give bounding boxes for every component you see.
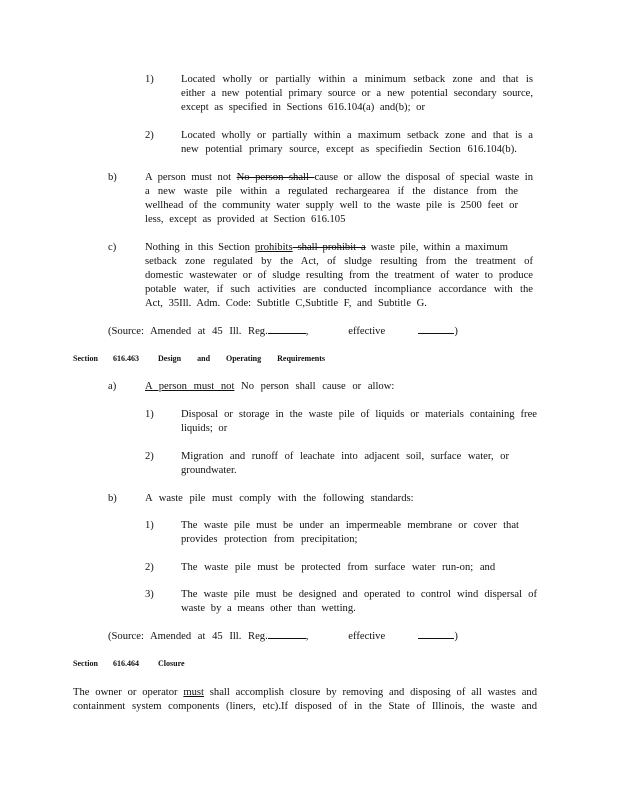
section-number: 616.464 [113,659,139,668]
paragraph-line: potable water, if such activities are conducted incompliance accordance with the [145,284,533,295]
blank-line [418,333,454,334]
blank-line [418,638,454,639]
section-label: Section [73,354,98,363]
text-run: shall accomplish closure by removing and disposing of all wastes and [203,687,537,698]
paragraph-line: new potential primary source, except as specifiedin Section 616.104(b). [181,144,517,155]
text-run: A person must not [145,172,237,183]
text-run: No person shall cause or allow: [234,381,395,392]
source-text: (Source: Amended at 45 Ill. Reg. [108,631,268,642]
paragraph-line: liquids; or [181,423,228,434]
source-effective: effective [348,326,386,337]
blank-line [268,333,306,334]
paragraph-line: setback zone regulated by the Act, of sludge resulting from the treatment of [145,256,533,267]
source-note: (Source: Amended at 45 Ill. Reg. , effective ) [108,631,458,642]
paragraph-line: Disposal or storage in the waste pile of liquids or materials containing free [181,409,537,420]
text-run: cause or allow the disposal of special waste in [314,172,533,183]
item-label: 2) [145,451,154,462]
paragraph-line: The waste pile must be protected from surface water run-on; and [181,562,496,573]
paragraph-line: The waste pile must be under an impermeable membrane or cover that [181,520,519,531]
text-run: The owner or operator [73,687,184,698]
paragraph-line [73,686,537,699]
paragraph-line: wellhead of the community water supply well to the waste pile is 2500 feet or [145,200,518,211]
text-run: waste pile, within a maximum [365,242,508,253]
blank-line [268,638,306,639]
source-note: (Source: Amended at 45 Ill. Reg. , effective ) [108,326,458,337]
paragraph-line: A waste pile must comply with the following standards: [145,493,414,504]
section-title: Design and Operating Requirements [158,354,325,363]
paragraph-line [145,241,508,254]
item-label: b) [108,172,117,183]
inserted-text: A person must not [145,381,235,392]
paragraph-line: except as specified in Sections 616.104(a) and(b); or [181,102,425,113]
section-label: Section [73,659,98,668]
item-label: 3) [145,589,154,600]
item-label: 2) [145,562,154,573]
inserted-text: must [183,687,204,698]
paragraph-line [145,171,533,184]
struck-text: shall prohibit a [292,242,366,253]
section-title: Closure [158,659,185,668]
paragraph-line: a new waste pile within a regulated rechargearea if the distance from the [145,186,518,197]
paragraph-line: provides protection from precipitation; [181,534,358,545]
paragraph-line: The waste pile must be designed and operated to control wind dispersal of [181,589,537,600]
paragraph-line: domestic wastewater or of sludge resulting from the treatment of water to produce [145,270,533,281]
text-run: Nothing in this Section [145,242,255,253]
section-number: 616.463 [113,354,139,363]
item-label: 2) [145,130,154,141]
paragraph-line [145,380,394,393]
source-close: ) [454,326,458,337]
paragraph-line: waste by a means other than wetting. [181,603,356,614]
source-effective: effective [348,631,386,642]
item-label: a) [108,381,117,392]
inserted-text: prohibits [254,242,293,253]
paragraph-line: Located wholly or partially within a maximum setback zone and that is a [181,130,533,141]
item-label: 1) [145,520,154,531]
paragraph-line: less, except as provided at Section 616.105 [145,214,346,225]
item-label: 1) [145,74,154,85]
source-close: ) [454,631,458,642]
item-label: 1) [145,409,154,420]
paragraph-line: Act, 35Ill. Adm. Code: Subtitle C,Subtitle F, and Subtitle G. [145,298,427,309]
paragraph-line: either a new potential primary source or a new potential secondary source, [181,88,533,99]
item-label: b) [108,493,117,504]
struck-text: No person shall [236,172,315,183]
paragraph-line: groundwater. [181,465,237,476]
paragraph-line: Migration and runoff of leachate into adjacent soil, surface water, or [181,451,509,462]
item-label: c) [108,242,117,253]
paragraph-line: containment system components (liners, etc).If disposed of in the State of Illinois, the waste and [73,701,537,712]
paragraph-line: Located wholly or partially within a minimum setback zone and that is [181,74,533,85]
source-text: (Source: Amended at 45 Ill. Reg. [108,326,268,337]
